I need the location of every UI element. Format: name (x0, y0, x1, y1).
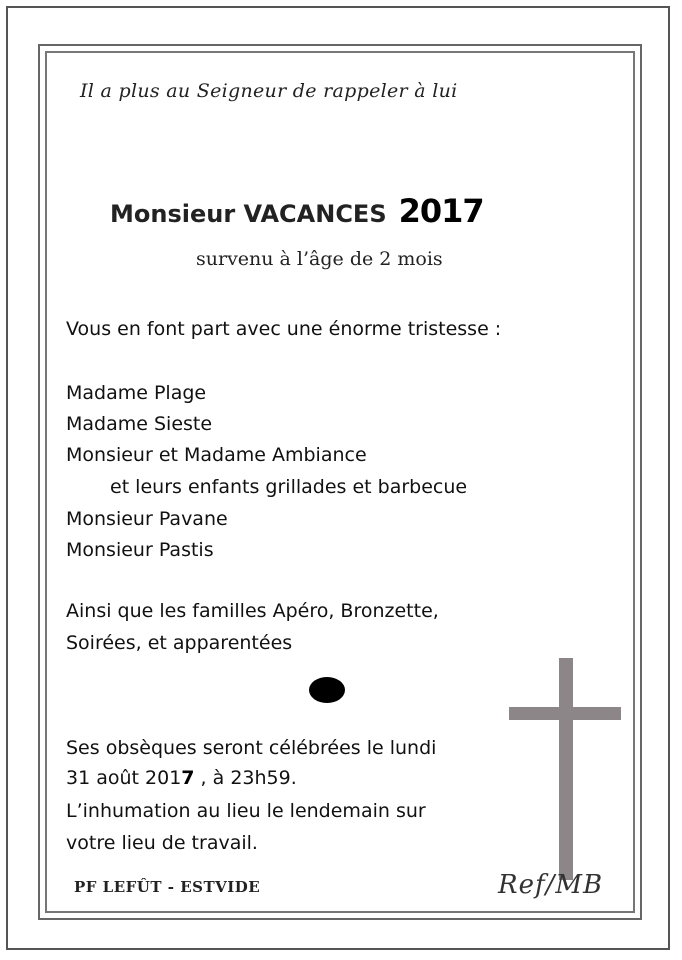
family-member: Monsieur et Madame Ambiance (66, 444, 367, 466)
title-line (110, 192, 484, 230)
funeral-home: PF LEFÛT - ESTVIDE (74, 878, 261, 896)
ceremony-date-year-digit: 7 (181, 767, 195, 789)
subtitle: survenu à l’âge de 2 mois (196, 248, 443, 270)
cross-icon-horizontal (509, 707, 621, 720)
extended-family-line: Ainsi que les familles Apéro, Bronzette, (66, 600, 439, 622)
extended-family-line: Soirées, et apparentées (66, 632, 293, 654)
burial-place-line: votre lieu de travail. (66, 832, 258, 854)
ceremony-time: , à 23h59. (194, 767, 297, 789)
family-member: Monsieur Pastis (66, 539, 214, 561)
mourning-dot (309, 677, 345, 703)
intro-line: Vous en font part avec une énorme tristesse : (66, 318, 502, 340)
signature: Ref/MB (498, 870, 604, 900)
title-year: 2017 (398, 192, 484, 230)
family-member: Madame Plage (66, 382, 207, 404)
epigraph: Il a plus au Seigneur de rappeler à lui (80, 80, 458, 102)
family-member-children: et leurs enfants grillades et barbecue (110, 476, 468, 498)
ceremony-date-line (66, 767, 297, 789)
ceremony-line: Ses obsèques seront célébrées le lundi (66, 737, 437, 759)
family-member: Monsieur Pavane (66, 508, 228, 530)
family-member: Madame Sieste (66, 413, 213, 435)
burial-line: L’inhumation au lieu le lendemain sur (66, 800, 426, 822)
ceremony-date: 31 août 201 (66, 767, 182, 789)
cross-icon-vertical (559, 658, 573, 880)
deceased-name: Monsieur VACANCES (110, 200, 387, 228)
